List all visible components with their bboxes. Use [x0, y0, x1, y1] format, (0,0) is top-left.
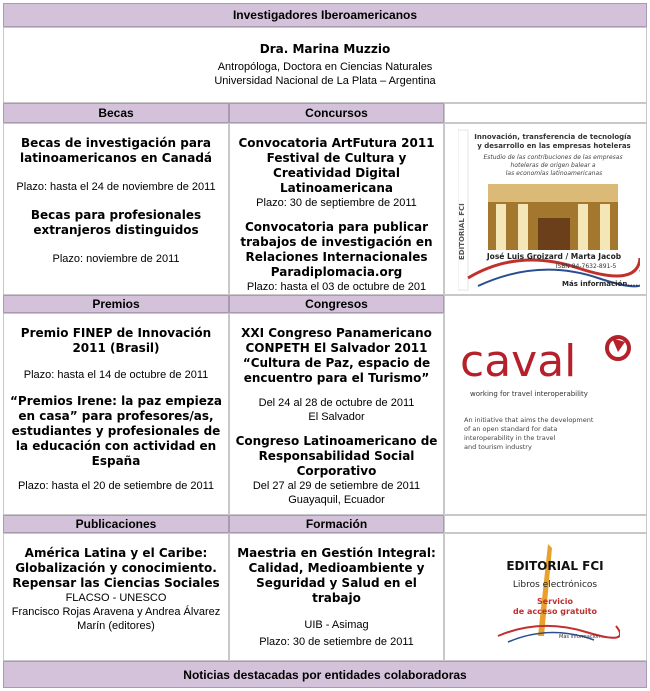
congresos-item-place: Guayaquil, Ecuador: [288, 494, 385, 506]
congresos-item-date: Del 24 al 28 de octubre de 2011: [258, 397, 415, 409]
premios-item-title[interactable]: “Premios Irene: la paz empieza en casa” para profesores/as, estudiantes y profesionales de la educación con actividad en España: [10, 394, 222, 468]
formacion-section: [229, 533, 444, 661]
book-isbn: ISBN 84-7632-891-5: [555, 263, 617, 270]
formacion-institution: UIB - Asimag: [304, 619, 369, 631]
profile-name[interactable]: Dra. Marina Muzzio: [259, 42, 391, 56]
profile-card: [3, 27, 647, 103]
premios-section: [3, 313, 229, 515]
concursos-item-deadline: Plazo: hasta el 03 de octubre de 201: [246, 281, 427, 293]
congresos-item-date: Del 27 al 29 de setiembre de 2011: [252, 480, 421, 492]
book-spine-text: EDITORIAL FCI: [458, 203, 466, 260]
publicaciones-editors: Francisco Rojas Aravena y Andrea Álvarez Marín (editores): [11, 606, 221, 632]
premios-item-title[interactable]: Premio FINEP de Innovación 2011 (Brasil): [20, 326, 212, 355]
book-authors: José Luis Groizard / Marta Jacob: [486, 252, 622, 261]
fci-line1: Libros electrónicos: [512, 580, 598, 590]
fci-line3: de acceso gratuito: [513, 607, 597, 616]
fci-ad-banner[interactable]: [490, 540, 620, 650]
publicaciones-title[interactable]: América Latina y el Caribe: Globalización y conocimiento. Repensar las Ciencias Sociales: [12, 546, 220, 590]
fci-ad-header-blank: [444, 515, 647, 533]
formacion-heading: Formación: [305, 517, 368, 531]
section-header-investigadores: [3, 3, 647, 27]
concursos-item-title[interactable]: Convocatoria ArtFutura 2011 Festival de Cultura y Creatividad Digital Latinoamericana: [238, 136, 435, 195]
section-header-formacion: [229, 515, 444, 533]
fci-more-link[interactable]: Más información...: [559, 634, 605, 640]
concursos-item-title[interactable]: Convocatoria para publicar trabajos de investigación en Relaciones Internacionales Paradiplomacia.org: [240, 220, 433, 279]
book-ad-heading: Innovación, transferencia de tecnología y desarrollo en las empresas hoteleras: [474, 133, 632, 150]
concursos-item-deadline: Plazo: 30 de septiembre de 2011: [256, 197, 417, 209]
becas-item-deadline: Plazo: hasta el 24 de noviembre de 2011: [16, 181, 216, 193]
book-more-link[interactable]: Más información....: [562, 280, 638, 288]
fci-brand: EDITORIAL FCI: [506, 559, 604, 573]
section-title: Investigadores Iberoamericanos: [232, 8, 418, 22]
book-ad-subheading: Estudio de las contribuciones de las empresas hoteleras de origen balear a las economías latinoamericanas: [483, 154, 623, 177]
becas-item-title[interactable]: Becas de investigación para latinoamericanos en Canadá: [19, 136, 213, 165]
caval-logo: caval: [460, 336, 577, 387]
concursos-section: [229, 123, 444, 295]
premios-item-deadline: Plazo: hasta el 14 de octubre de 2011: [23, 369, 209, 381]
becas-item-title[interactable]: Becas para profesionales extranjeros distinguidos: [30, 208, 202, 237]
caval-ad-banner[interactable]: [460, 330, 640, 470]
publicaciones-publisher: FLACSO - UNESCO: [65, 592, 167, 604]
profile-title: Antropóloga, Doctora en Ciencias Naturales: [217, 61, 433, 73]
congresos-item-title[interactable]: Congreso Latinoamericano de Responsabilidad Social Corporativo: [235, 434, 438, 478]
publicaciones-heading: Publicaciones: [75, 517, 157, 531]
premios-heading: Premios: [92, 297, 140, 311]
fci-line2: Servicio: [536, 597, 574, 606]
becas-heading: Becas: [98, 106, 134, 120]
congresos-item-title[interactable]: XXI Congreso Panamericano CONPETH El Salvador 2011 “Cultura de Paz, espacio de encuentro para el Turismo”: [241, 326, 432, 385]
formacion-title[interactable]: Maestria en Gestión Integral: Calidad, Medioambiente y Seguridad y Salud en el trabajo: [237, 546, 436, 605]
section-header-congresos: [229, 295, 444, 313]
section-header-publicaciones: [3, 515, 229, 533]
becas-item-deadline: Plazo: noviembre de 2011: [52, 253, 180, 265]
formacion-deadline: Plazo: 30 de setiembre de 2011: [259, 636, 414, 648]
footer-title: Noticias destacadas por entidades colaboradoras: [183, 667, 467, 682]
congresos-heading: Congresos: [305, 297, 368, 311]
publicaciones-section: [3, 533, 229, 661]
congresos-item-place: El Salvador: [308, 411, 365, 423]
congresos-section: [229, 313, 444, 515]
premios-item-deadline: Plazo: hasta el 20 de setiembre de 2011: [17, 480, 215, 492]
section-header-noticias: [3, 661, 647, 688]
caval-tagline: working for travel interoperability: [470, 390, 588, 398]
ad-header-blank: [444, 103, 647, 123]
caval-description: An initiative that aims the development of an open standard for data interoperability in the travel and tourism industry: [464, 416, 594, 451]
fci-logo-mark: [538, 544, 552, 636]
book-ad-banner[interactable]: [458, 128, 640, 292]
concursos-heading: Concursos: [305, 106, 368, 120]
section-header-becas: [3, 103, 229, 123]
profile-affiliation: Universidad Nacional de La Plata – Argentina: [214, 75, 436, 87]
becas-section: [3, 123, 229, 295]
section-header-concursos: [229, 103, 444, 123]
section-header-premios: [3, 295, 229, 313]
